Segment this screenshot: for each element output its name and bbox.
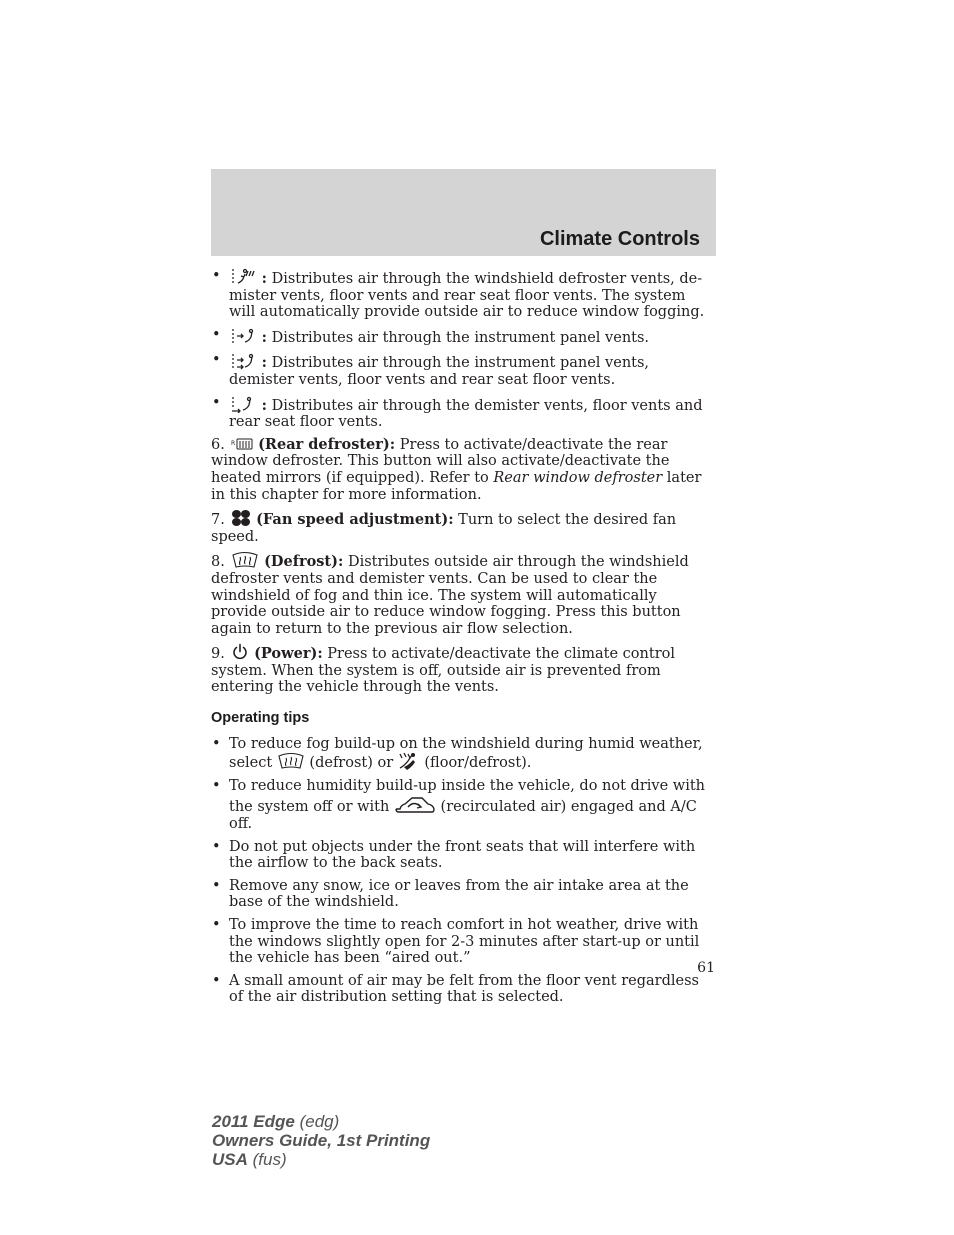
mode-colon: :: [261, 270, 267, 287]
list-item: • To improve the time to reach comfort in hot weather, drive with the windows slightly open for 2-3 minutes after start-up or until the vehicle has been “aired out.”: [211, 917, 716, 967]
list-item: • Remove any snow, ice or leaves from the air intake area at the base of the windshield.: [211, 878, 716, 911]
list-item: [211, 327, 716, 347]
item-label: (Rear defroster):: [258, 435, 396, 453]
reference-link[interactable]: Rear window defroster: [493, 469, 663, 486]
power-icon: [231, 643, 249, 661]
item-number: 8.: [211, 554, 225, 571]
fan-icon: [231, 509, 251, 527]
item-number: 9.: [211, 646, 225, 663]
item-label: (Power):: [254, 645, 323, 663]
footer-edition: Owners Guide, 1st Printing: [212, 1131, 431, 1150]
floor-vent-icon: [229, 395, 257, 413]
page-number: 61: [697, 960, 715, 976]
mode-colon: :: [261, 354, 267, 372]
tips-list: [211, 736, 716, 1006]
footer: [212, 1112, 430, 1169]
item-text: later in this chapter for more information.: [211, 469, 702, 503]
footer-market-code: (fus): [252, 1150, 287, 1169]
tip-text: (defrost) or: [309, 755, 394, 772]
item-text: Press to activate/deactivate the climate control system. When the system is off, outside air is prevented from entering the vehicle through the vents.: [211, 646, 675, 696]
list-item: [211, 268, 716, 321]
operating-tips-heading: Operating tips: [211, 710, 310, 727]
panel-vent-icon: [229, 327, 257, 345]
rear-defroster-item: [211, 437, 716, 503]
tip-text: (recirculated air) engaged and A/C off.: [229, 799, 697, 833]
list-item: • A small amount of air may be felt from the floor vent regardless of the air distribution setting that is selected.: [211, 973, 716, 1006]
mode-text: Distributes air through the instrument panel vents, demister vents, floor vents and rear seat floor vents.: [229, 355, 650, 388]
item-label: (Defrost):: [264, 553, 344, 571]
floor-defrost-icon: [229, 268, 257, 286]
mode-list: [211, 268, 716, 431]
item-text: Distributes outside air through the windshield defroster vents and demister vents. Can be used to clear the windshield of fog and thin ice. The system will automatically provide outside air to reduce window fogging. Press this button again to return to the previous air flow selection.: [211, 554, 689, 637]
tip-text: (floor/defrost).: [424, 755, 532, 772]
tip-text: To reduce humidity build-up inside the vehicle, do not drive with the system off or with: [229, 777, 706, 816]
list-item: [211, 352, 716, 388]
section-title: Climate Controls: [539, 228, 700, 250]
list-item: [211, 778, 716, 833]
list-item: • Do not put objects under the front seats that will interfere with the airflow to the back seats.: [211, 839, 716, 872]
rear-defroster-icon: [231, 438, 253, 452]
floor-defrost-icon: [398, 752, 420, 770]
mode-text: Distributes air through the instrument panel vents.: [271, 329, 650, 346]
item-label: (Fan speed adjustment):: [256, 511, 454, 529]
list-item: [211, 395, 716, 431]
footer-model: 2011 Edge: [212, 1112, 295, 1131]
panel-floor-icon: [229, 352, 257, 370]
mode-text: Distributes air through the demister vents, floor vents and rear seat floor vents.: [229, 397, 703, 431]
svg-text:R: R: [231, 439, 236, 447]
header-band: [211, 169, 716, 256]
mode-colon: :: [261, 396, 267, 414]
defrost-item: [211, 551, 716, 637]
defrost-icon: [277, 752, 305, 770]
list-item: [211, 736, 716, 772]
item-number: 7.: [211, 512, 225, 529]
footer-model-code: (edg): [299, 1112, 340, 1131]
item-text: Turn to select the desired fan speed.: [211, 512, 677, 545]
item-number: 6.: [211, 436, 225, 453]
recirculated-air-icon: [394, 794, 436, 814]
footer-market: USA: [212, 1150, 248, 1169]
item-text: Press to activate/deactivate the rear window defroster. This button will also activate/deactivate the heated mirrors (if equipped). Refer to: [211, 436, 670, 486]
power-item: [211, 643, 716, 696]
mode-colon: :: [261, 328, 267, 346]
fan-speed-item: [211, 509, 716, 545]
tip-text: To reduce fog build-up on the windshield during humid weather, select: [229, 735, 703, 772]
mode-text: Distributes air through the windshield defroster vents, de-mister vents, floor vents and rear seat floor vents. The system will automatically provide outside air to reduce window fogging.: [229, 271, 705, 321]
defrost-icon: [231, 551, 259, 569]
page-content: [211, 268, 716, 1012]
